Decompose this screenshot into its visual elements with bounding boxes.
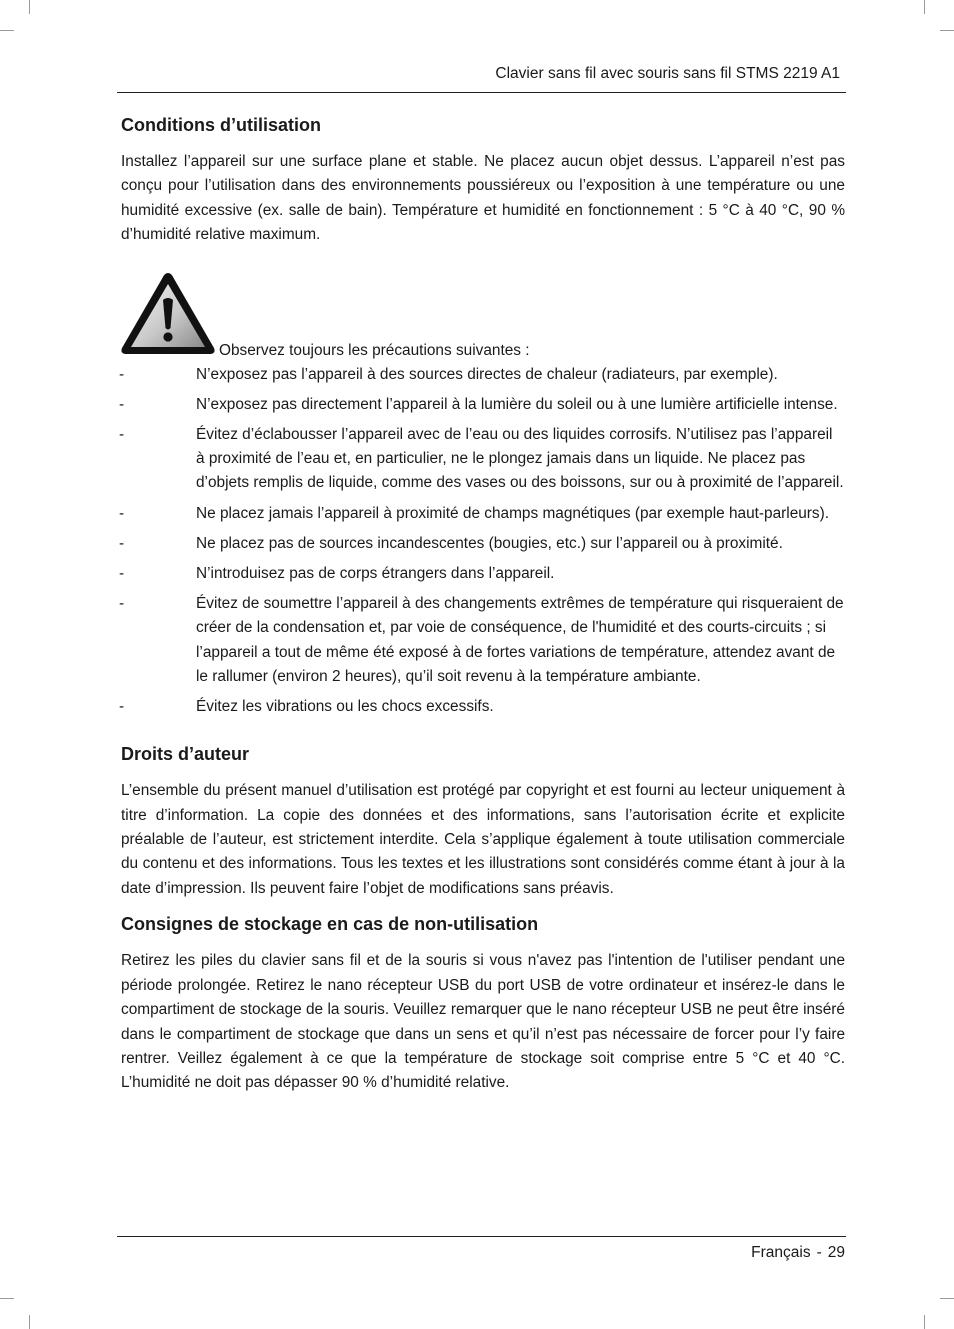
crop-mark — [29, 1315, 30, 1329]
bullet-dash: - — [119, 534, 125, 552]
section-title-storage: Consignes de stockage en cas de non-utilisation — [121, 914, 539, 935]
running-header: Clavier sans fil avec souris sans fil STMS 2219 A1 — [495, 65, 840, 82]
crop-mark — [29, 0, 30, 14]
section-body-conditions: Installez l’appareil sur une surface plane et stable. Ne placez aucun objet dessus. L’appareil n’est pas conçu pour l’utilisation dans des environnements poussiéreux ou l’exposition à une température ou une humidité excessive (ex. salle de bain). Température et humidité en fonctionnement : 5 °C à 40 °C, 90 % d’humidité relative maximum. — [121, 153, 845, 244]
section-body-copyright: L’ensemble du présent manuel d’utilisation est protégé par copyright et est fourni au lecteur uniquement à titre d’information. La copie des données et des informations, sans l’autorisation écrite et explicite préalable de l’auteur, est strictement interdite. Cela s’applique également à toute utilisation commerciale du contenu et des informations. Tous les textes et les illustrations sont considérés comme étant à jour à la date d’impression. Ils peuvent faire l’objet de modifications sans préavis. — [121, 782, 845, 897]
warning-triangle-icon — [119, 270, 217, 356]
list-item — [121, 423, 845, 496]
section-body-storage: Retirez les piles du clavier sans fil et de la souris si vous n'avez pas l'intention de l'utiliser pendant une période prolongée. Retirez le nano récepteur USB du port USB de votre ordinateur et insérez-le dans le compartiment de stockage de la souris. Veuillez remarquer que le nano récepteur USB ne peut être inséré dans le compartiment de stockage que dans un sens et qu’il n’est pas nécessaire de forcer pour l’y faire rentrer. Veillez également à ce que la température de stockage soit comprise entre 5 °C et 40 °C. L’humidité ne doit pas dépasser 90 % d’humidité relative. — [121, 952, 845, 1092]
precautions-list — [121, 363, 845, 720]
list-item-text: Évitez de soumettre l’appareil à des changements extrêmes de température qui risqueraient de créer de la condensation et, par voie de conséquence, de l'humidité et des courts-circuits ; si l’appareil a tout de même été exposé à de fortes variations de température, attendez avant de le rallumer (environ 2 heures), qu’il soit revenu à la température ambiante. — [196, 595, 844, 685]
section-title-copyright: Droits d’auteur — [121, 744, 250, 765]
bullet-dash: - — [119, 595, 125, 613]
list-item-text: N’exposez pas l’appareil à des sources directes de chaleur (radiateurs, par exemple). — [196, 365, 778, 383]
list-item — [121, 532, 845, 556]
crop-mark — [0, 1298, 14, 1299]
page-footer — [751, 1243, 845, 1263]
bullet-dash: - — [119, 698, 125, 716]
bullet-dash: - — [119, 395, 125, 413]
footer-rule — [117, 1236, 846, 1237]
crop-mark — [940, 30, 954, 31]
header-rule — [117, 92, 846, 93]
page-content — [121, 112, 845, 1096]
crop-mark — [924, 1315, 925, 1329]
bullet-dash: - — [119, 426, 125, 444]
bullet-dash: - — [119, 565, 125, 583]
crop-mark — [0, 30, 14, 31]
list-item — [121, 363, 845, 387]
list-item-text: Évitez les vibrations ou les chocs excessifs. — [196, 698, 494, 716]
bullet-dash: - — [119, 365, 125, 383]
warning-block — [121, 270, 845, 363]
bullet-dash: - — [119, 504, 125, 522]
list-item — [121, 592, 845, 689]
list-item — [121, 502, 845, 526]
footer-separator: - — [816, 1244, 822, 1261]
footer-language: Français — [751, 1244, 811, 1261]
section-title-conditions: Conditions d’utilisation — [121, 115, 321, 135]
warning-label: Observez toujours les précautions suivantes : — [219, 341, 530, 359]
list-item-text: Ne placez pas de sources incandescentes (bougies, etc.) sur l’appareil ou à proximité. — [196, 534, 783, 552]
list-item-text: N’introduisez pas de corps étrangers dans l’appareil. — [196, 565, 555, 583]
list-item — [121, 393, 845, 417]
list-item — [121, 562, 845, 586]
list-item-text: N’exposez pas directement l’appareil à la lumière du soleil ou à une lumière artificielle intense. — [196, 395, 838, 413]
page-number: 29 — [827, 1244, 845, 1261]
list-item-text: Ne placez jamais l’appareil à proximité de champs magnétiques (par exemple haut-parleurs). — [196, 504, 830, 522]
list-item — [121, 695, 845, 719]
crop-mark — [924, 0, 925, 14]
crop-mark — [940, 1298, 954, 1299]
list-item-text: Évitez d’éclabousser l’appareil avec de l’eau ou des liquides corrosifs. N’utilisez pas l’appareil à proximité de l’eau et, en particulier, ne le plongez jamais dans un liquide. Ne placez pas d’objets remplis de liquide, comme des vases ou des boissons, sur ou à proximité de l’appareil. — [196, 426, 844, 492]
